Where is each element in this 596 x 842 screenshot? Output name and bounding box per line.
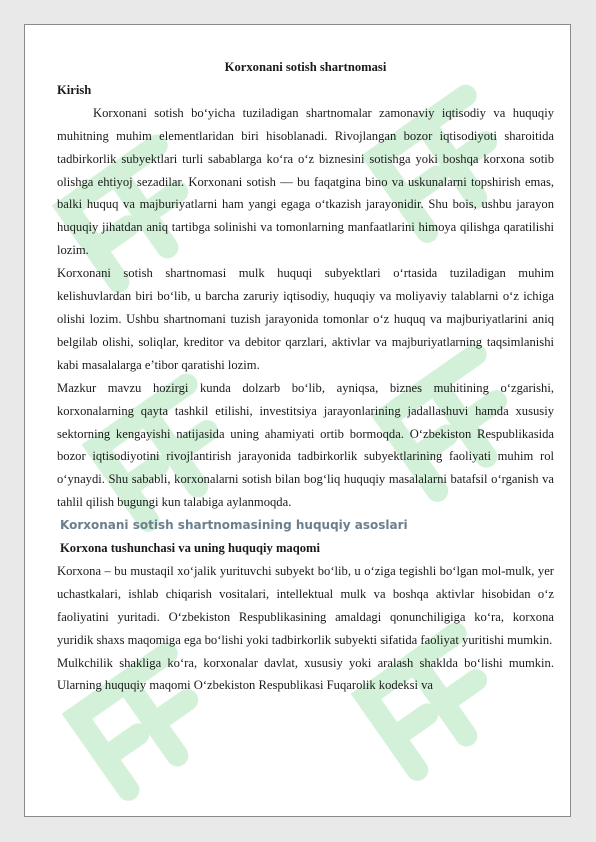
paragraph-1: Korxonani sotish bo‘yicha tuziladigan shartnomalar zamonaviy iqtisodiy va huquqiy muhitning muhim elementlaridan biri hisoblanadi. Rivojlangan bozor iqtisodiyoti sharoitida tadbirkorlik subyektlari turli sabablarga ko‘ra o‘z biznesini sotishga yoki boshqa korxona sotib olishga ehtiyoj sezadilar. Korxonani sotish — bu faqatgina bino va uskunalarni topshirish emas, balki huquq va majburiyatlarni ham yangi egaga o‘tkazish jarayonidir. Shu bois, ushbu jarayon huquqiy jihatdan aniq tartibga solinishi va tomonlarning manfaatlarini himoya qilishga qaratilishi lozim. <box>57 105 554 258</box>
section-heading: Korxonani sotish shartnomasining huquqiy asoslari <box>60 518 408 533</box>
paragraph-2: Korxonani sotish shartnomasi mulk huquqi subyektlari o‘rtasida tuziladigan muhim kelishuvlardan biri bo‘lib, u barcha zaruriy iqtisodiy, huquqiy va moliyaviy talablarni o‘z ichiga olishi lozim. Ushbu shartnomani tuzish jarayonida tomonlar o‘z huquq va majburiyatlarini aniq belgilab olishi, soliqlar, kreditor va debitor qarzlari, aktivlar va majburiyatlarning taqsimlanishi kabi masalalarga e’tibor qaratishi lozim. <box>57 266 554 372</box>
subsection-heading: Korxona tushunchasi va uning huquqiy maqomi <box>60 541 321 556</box>
paragraph-4: Korxona – bu mustaqil xo‘jalik yurituvchi subyekt bo‘lib, u o‘ziga tegishli bo‘lgan mol-mulk, yer uchastkalari, ishlab chiqarish vositalari, intellektual mulk va boshqa aktivlar hisobidan o‘z faoliyatini yuritadi. O‘zbekiston Respublikasining amaldagi qonunchiligiga ko‘ra, korxona yuridik shaxs maqomiga ega bo‘lishi yoki tadbirkorlik subyekti sifatida faoliyat yuritishi mumkin. <box>57 563 554 647</box>
document-body <box>57 56 554 697</box>
paragraph-5: Mulkchilik shakliga ko‘ra, korxonalar davlat, xususiy yoki aralash shaklda bo‘lishi mumkin. Ularning huquqiy maqomi O‘zbekiston Respublikasi Fuqarolik kodeksi va <box>57 655 554 693</box>
paragraph-3: Mazkur mavzu hozirgi kunda dolzarb bo‘lib, ayniqsa, biznes muhitining o‘zgarishi, korxonalarning qayta tashkil etilishi, investitsiya jarayonlarining jadallashuvi hamda xususiy sektorning kengayishi natijasida uning ahamiyati ortib bormoqda. O‘zbekiston Respublikasida bozor iqtisodiyotini rivojlantirish jarayonida tadbirkorlik subyektlarining faoliyati muhim rol o‘ynaydi. Shu sababli, korxonalarni sotish bilan bog‘liq huquqiy masalalarni batafsil o‘rganish va tahlil qilish bugungi kun talabiga aylanmoqda. <box>57 380 554 510</box>
document-title: Korxonani sotish shartnomasi <box>224 60 387 74</box>
document-page <box>24 24 571 817</box>
intro-heading: Kirish <box>57 82 92 97</box>
